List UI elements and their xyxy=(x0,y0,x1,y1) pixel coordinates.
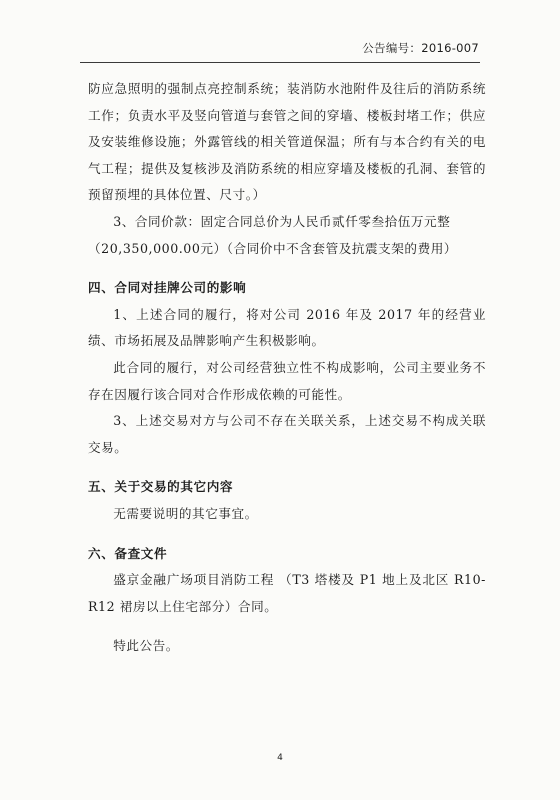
header-divider xyxy=(80,62,480,63)
section-4-item-1: 1、上述合同的履行，将对公司 2016 年及 2017 年的经营业绩、市场拓展及品牌影响产生积极影响。 xyxy=(88,306,486,349)
section-heading-5: 五、关于交易的其它内容 xyxy=(88,479,234,495)
spacer xyxy=(88,461,486,474)
section-heading-4: 四、合同对挂牌公司的影响 xyxy=(88,280,247,296)
section-heading-6: 六、备查文件 xyxy=(88,545,168,561)
document-body xyxy=(88,76,486,660)
closing-statement: 特此公告。 xyxy=(113,638,179,654)
section-4-item-3: 3、上述交易对方与公司不存在关联关系，上述交易不构成关联交易。 xyxy=(88,413,486,455)
contract-price-line-2: （20,350,000.00元）（合同价中不含套管及抗震支架的费用） xyxy=(88,240,458,256)
page-number: 4 xyxy=(277,753,283,763)
section-4-item-2: 此合同的履行，对公司经营独立性不构成影响，公司主要业务不存在因履行该合同对合作形成依赖的可能性。 xyxy=(88,359,486,402)
section-5-item-1: 无需要说明的其它事宜。 xyxy=(113,505,258,521)
announcement-number: 公告编号：2016-007 xyxy=(362,41,479,55)
spacer xyxy=(88,262,486,275)
paragraph-continued: 防应急照明的强制点亮控制系统；装消防水池附件及往后的消防系统工作；负责水平及竖向管道与套管之间的穿墙、楼板封堵工作；供应及安装维修设施；外露管线的相关管道保温；所有与本合约有关的电气工程；提供及复核涉及消防系统的相应穿墙及楼板的孔洞、套管的预留预埋的具体位置、尺寸。） xyxy=(88,81,486,203)
section-6-item-1: 盛京金融广场项目消防工程 （T3 塔楼及 P1 地上及北区 R10-R12 裙房以上住宅部分）合同。 xyxy=(88,572,486,614)
spacer xyxy=(88,620,486,633)
contract-price-line-1: 3、合同价款：固定合同总价为人民币贰仟零叁拾伍万元整 xyxy=(113,213,451,229)
spacer xyxy=(88,528,486,541)
